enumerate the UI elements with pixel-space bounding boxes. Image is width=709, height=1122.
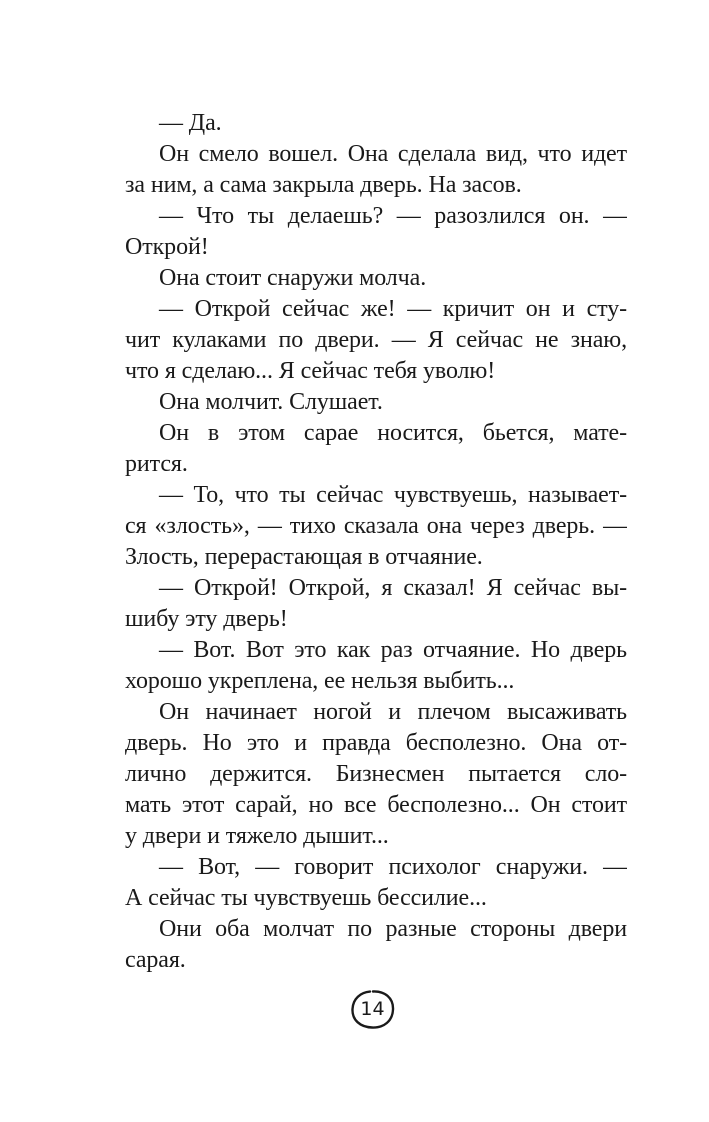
text-line: — Вот, — говорит психолог снаружи. — — [159, 854, 627, 880]
text-line: Они оба молчат по разные стороны двери — [159, 916, 627, 942]
text-line: у двери и тяжело дышит... — [125, 823, 389, 849]
text-line: лично держится. Бизнесмен пытается сло- — [125, 761, 627, 787]
text-line: — Открой! Открой, я сказал! Я сейчас вы- — [159, 575, 627, 601]
text-line: — То, что ты сейчас чувствуешь, называет- — [159, 482, 627, 508]
text-line: Он начинает ногой и плечом высаживать — [159, 699, 627, 725]
text-line: Он в этом сарае носится, бьется, мате- — [159, 420, 627, 446]
text-line: хорошо укреплена, ее нельзя выбить... — [125, 668, 515, 694]
text-line: Он смело вошел. Она сделала вид, что идет — [159, 141, 627, 167]
text-line: — Да. — [159, 110, 222, 136]
text-line: — Вот. Вот это как раз отчаяние. Но дверь — [159, 637, 627, 663]
text-line: — Открой сейчас же! — кричит он и сту- — [159, 296, 627, 322]
text-line: Открой! — [125, 234, 209, 260]
text-line: сарая. — [125, 947, 186, 973]
text-line: А сейчас ты чувствуешь бессилие... — [125, 885, 487, 911]
text-line: — Что ты делаешь? — разозлился он. — — [159, 203, 627, 229]
text-line: Она молчит. Слушает. — [159, 389, 383, 415]
text-line: Злость, перерастающая в отчаяние. — [125, 544, 483, 570]
text-line: за ним, а сама закрыла дверь. На засов. — [125, 172, 522, 198]
text-line: ся «злость», — тихо сказала она через дверь. — — [125, 513, 627, 539]
text-line: мать этот сарай, но все бесполезно... Он стоит — [125, 792, 627, 818]
text-line: рится. — [125, 451, 188, 477]
page-number: 14 — [360, 998, 385, 1020]
text-line: чит кулаками по двери. — Я сейчас не знаю, — [125, 327, 627, 353]
page-number-badge — [349, 988, 396, 1031]
text-line: Она стоит снаружи молча. — [159, 265, 427, 291]
text-line: шибу эту дверь! — [125, 606, 288, 632]
text-line: дверь. Но это и правда бесполезно. Она от- — [125, 730, 627, 756]
text-line: что я сделаю... Я сейчас тебя уволю! — [125, 358, 496, 384]
page-text — [125, 108, 627, 976]
